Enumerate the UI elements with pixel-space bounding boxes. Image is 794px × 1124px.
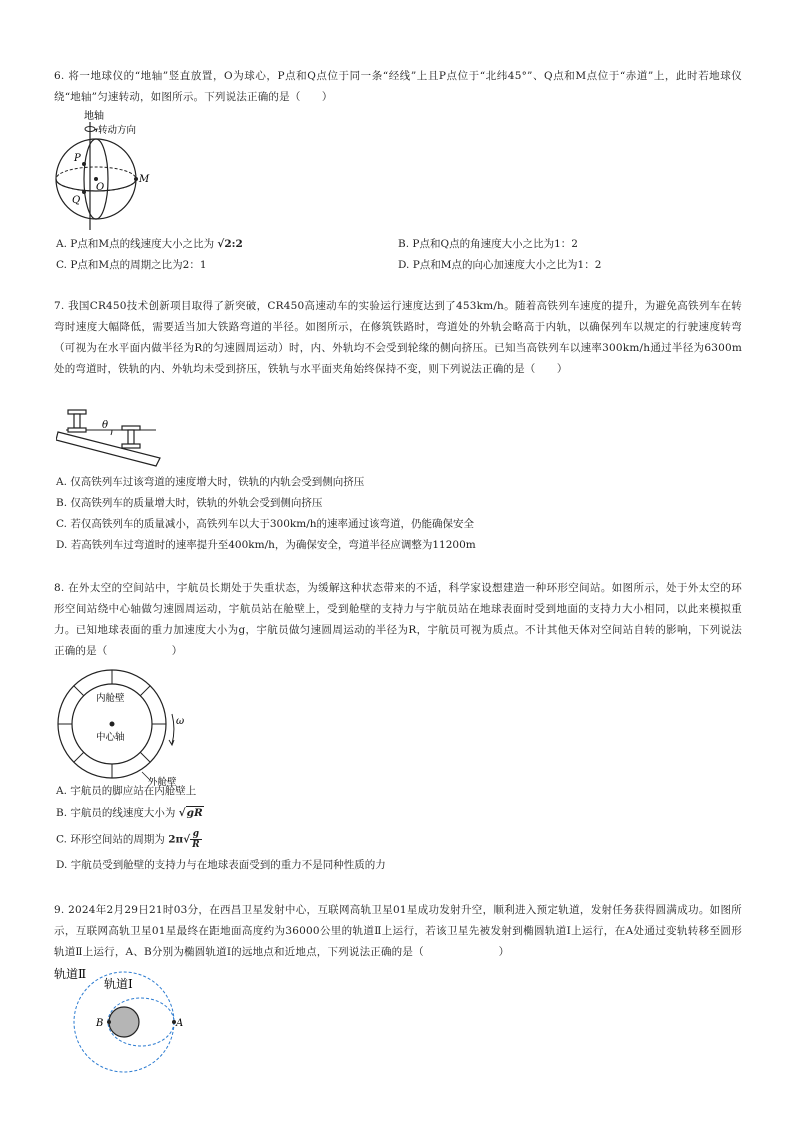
angle-arc: [111, 430, 112, 435]
q7-stem: 7. 我国CR450技术创新项目取得了新突破，CR450高速动车的实验运行速度达到了453km/h。随着高铁列车速度的提升，为避免高铁列车在转弯时速度大幅降低，需要适当加大铁路弯道的半径。如图所示，在修筑铁路时，弯道处的外轨会略高于内轨，以确保列车以规定的行驶速度转弯（可视为在水平面内做半径为R的匀速圆周运动）时，内、外轨均不会受到轮缘的侧向挤压。已知当高铁列车以速率300km/h通过半径为6300m处的弯道时，铁轨的内、外轨均未受到挤压，铁轨与水平面夹角始终保持不变，则下列说法正确的是（ ）: [54, 300, 742, 375]
point-q: [82, 190, 86, 194]
rotation-label: 转动方向: [98, 125, 137, 136]
axis-label: 地轴: [84, 111, 104, 122]
ring-station-figure: [54, 668, 214, 786]
q7-option-d: D. 若高铁列车过弯道时的速率提升至400km/h，为确保安全，弯道半径应调整为11200m: [56, 539, 476, 551]
q6-option-c: C. P点和M点的周期之比为2：1: [56, 259, 207, 271]
q6-option-b: B. P点和Q点的角速度大小之比为1：2: [398, 238, 578, 250]
label-p: P: [74, 153, 81, 164]
q8-option-c: C. 环形空间站的周期为 2π√ $\frac{g}{R}$: [56, 829, 200, 850]
label-m: M: [139, 174, 150, 185]
earth: [109, 1007, 139, 1037]
point-p: [82, 162, 86, 166]
globe-figure: [52, 108, 162, 232]
point-b: [107, 1020, 111, 1024]
rotation-arrow-icon: [172, 714, 174, 744]
q8-option-a: A. 宇航员的脚应站在内舱壁上: [56, 785, 197, 797]
label-b: B: [96, 1018, 104, 1029]
label-q: Q: [72, 195, 81, 206]
q6-option-a: A. P点和M点的线速度大小之比为 √2:2: [56, 238, 243, 250]
q9-stem: 9. 2024年2月29日21时03分，在西昌卫星发射中心，互联网高轨卫星01星成功发射升空，顺利进入预定轨道，发射任务获得圆满成功。如图所示，互联网高轨卫星01星最终在距地面高度约为36000公里的轨道Ⅱ上运行，若该卫星先被发射到椭圆轨道Ⅰ上运行，在A处通过变轨转移至圆形轨道Ⅱ上运行，A、B分别为椭圆轨道Ⅰ的远地点和近地点，下列说法正确的是（ ）: [54, 904, 742, 958]
orbit2-label: 轨道Ⅱ: [54, 967, 87, 981]
inner-wall-label: 内舱壁: [96, 693, 125, 704]
center-axis-label: 中心轴: [96, 732, 125, 743]
q6-option-d: D. P点和M点的向心加速度大小之比为1：2: [398, 259, 602, 271]
label-o: O: [96, 182, 105, 193]
outer-wall-label: 外舱壁: [148, 777, 177, 786]
q7-option-c: C. 若仅高铁列车的质量减小，高铁列车以大于300km/h的速率通过该弯道，仍能确保安全: [56, 518, 474, 530]
inner-rail: [68, 410, 86, 432]
q6-stem: 6. 将一地球仪的“地轴”竖直放置，O为球心，P点和Q点位于同一条“经线”上且P点位于“北纬45°”、Q点和M点位于“赤道”上，此时若地球仪绕“地轴”匀速转动，如图所示。下列说法正确的是（ ）: [54, 70, 742, 103]
q7-option-a: A. 仅高铁列车过该弯道的速度增大时，铁轨的内轨会受到侧向挤压: [56, 476, 365, 488]
center-point: [110, 722, 115, 727]
q8-stem: 8. 在外太空的空间站中，宇航员长期处于失重状态，为缓解这种状态带来的不适，科学家设想建造一种环形空间站。如图所示，处于外太空的环形空间站绕中心轴做匀速圆周运动，宇航员站在舱壁上，受到舱壁的支持力与宇航员站在地球表面时受到地面的支持力大小相同，以此来模拟重力。已知地球表面的重力加速度大小为g，宇航员做匀速圆周运动的半径为R，宇航员可视为质点。不计其他天体对空间站自转的影响，下列说法正确的是（ ）: [54, 582, 742, 657]
outer-rail: [122, 426, 140, 448]
rail-bed: [56, 432, 160, 466]
q7-option-b: B. 仅高铁列车的质量增大时，铁轨的外轨会受到侧向挤压: [56, 497, 323, 509]
point-m: [134, 177, 138, 181]
q8-option-d: D. 宇航员受到舱壁的支持力与在地球表面受到的重力不是同种性质的力: [56, 859, 386, 871]
omega-label: ω: [176, 716, 185, 727]
orbit1-label: 轨道Ⅰ: [104, 977, 133, 991]
orbit-figure: [54, 964, 224, 1074]
point-o: [94, 177, 98, 181]
theta-label: θ: [102, 420, 109, 431]
label-a: A: [176, 1018, 184, 1029]
rail-figure: [56, 404, 166, 470]
q8-option-b: B. 宇航员的线速度大小为 √gR: [56, 807, 203, 819]
